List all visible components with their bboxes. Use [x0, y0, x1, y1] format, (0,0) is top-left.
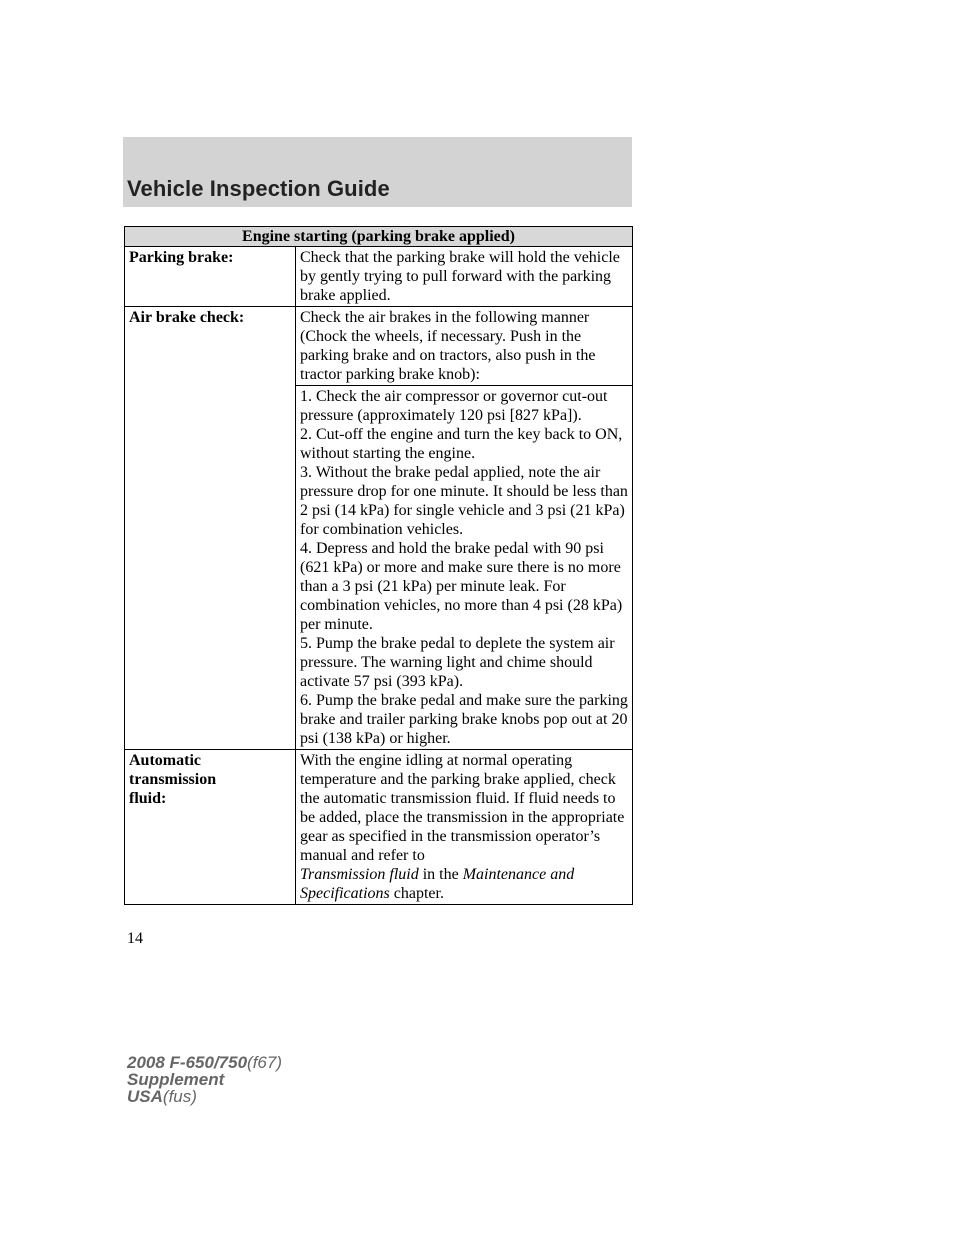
table-heading: Engine starting (parking brake applied): [125, 227, 633, 247]
page-title: Vehicle Inspection Guide: [127, 176, 390, 201]
row-text: Check that the parking brake will hold the vehicle by gently trying to pull forward with the parking brake applied.: [296, 247, 633, 307]
footer-region-code: (fus): [162, 1087, 197, 1106]
ref-chapter: Maintenance and Specifications: [300, 866, 575, 902]
footer-line2: Supplement: [127, 1070, 225, 1089]
row-label: Air brake check:: [125, 307, 296, 750]
page-number: 14: [127, 930, 143, 947]
row-text-main: With the engine idling at normal operating temperature and the parking brake applied, check the automatic transmission fluid. If fluid needs to be added, place the transmission in the appropriate gear as specified in the transmission operator’s manual and refer to: [300, 752, 625, 864]
row-label: Parking brake:: [125, 247, 296, 307]
step-3: 3. Without the brake pedal applied, note the air pressure drop for one minute. It should be less than 2 psi (14 kPa) for single vehicle and 3 psi (21 kPa) for combination vehicles.: [300, 464, 628, 538]
ref-transmission-fluid: Transmission fluid: [300, 866, 419, 883]
row-text: [296, 750, 633, 905]
inspection-table: [124, 226, 633, 905]
ref-connector: in the: [422, 866, 459, 883]
table-row: [125, 247, 633, 307]
footer: [127, 1054, 282, 1105]
table-row: [125, 750, 633, 905]
ref-end: chapter.: [393, 885, 444, 902]
step-2: 2. Cut-off the engine and turn the key back to ON, without starting the engine.: [300, 426, 623, 462]
step-4: 4. Depress and hold the brake pedal with 90 psi (621 kPa) or more and make sure there is no more than a 3 psi (21 kPa) per minute leak. For combination vehicles, no more than 4 psi (28 kPa) per minute.: [300, 540, 623, 633]
table-row: [125, 307, 633, 386]
row-label: Automatic transmission fluid:: [125, 750, 296, 905]
footer-region: USA: [127, 1087, 163, 1106]
steps-cell: [296, 386, 633, 750]
footer-model-code: (f67): [247, 1053, 283, 1072]
step-6: 6. Pump the brake pedal and make sure the parking brake and trailer parking brake knobs pop out at 20 psi (138 kPa) or higher.: [300, 692, 628, 747]
table-heading-row: [125, 227, 633, 247]
step-1: 1. Check the air compressor or governor cut-out pressure (approximately 120 psi [827 kPa]).: [300, 388, 608, 424]
step-5: 5. Pump the brake pedal to deplete the system air pressure. The warning light and chime should activate 57 psi (393 kPa).: [300, 635, 615, 690]
row-text: Check the air brakes in the following manner (Chock the wheels, if necessary. Push in the parking brake and on tractors, also push in the tractor parking brake knob):: [296, 307, 633, 386]
footer-model: 2008 F-650/750: [127, 1053, 248, 1072]
